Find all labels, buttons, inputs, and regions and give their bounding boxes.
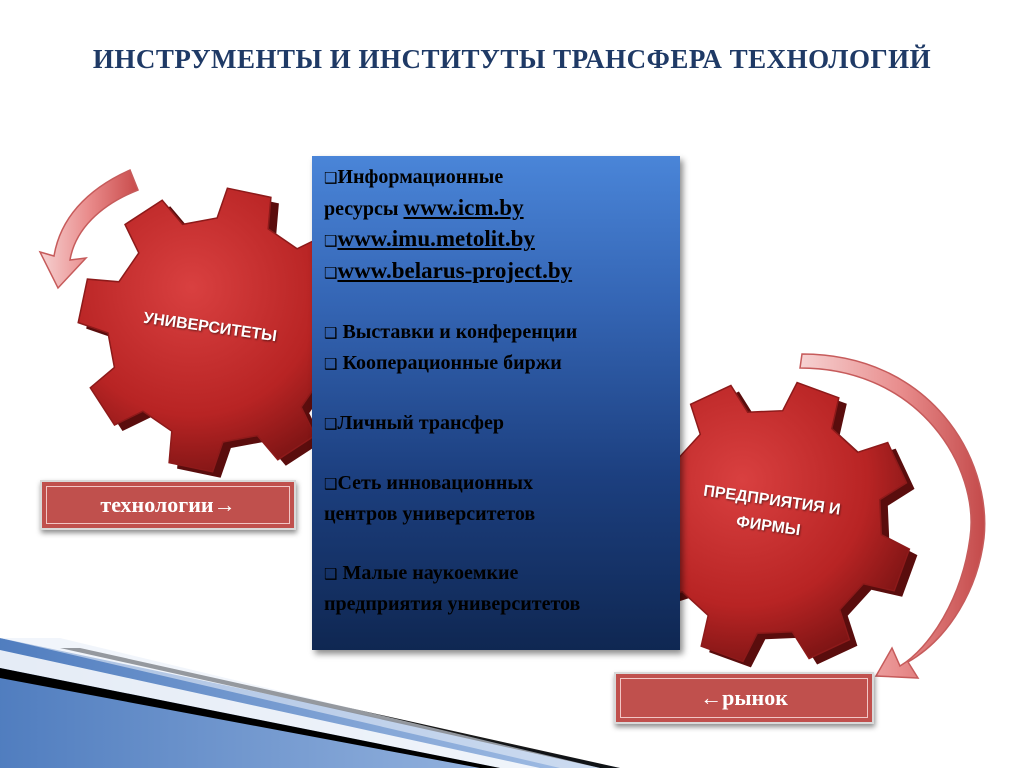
link-icm[interactable]: www.icm.by — [403, 195, 524, 220]
checkbox-bullet-icon: ❑ — [324, 355, 338, 373]
checkbox-bullet-icon: ❑ — [324, 565, 338, 583]
checkbox-bullet-icon: ❑ — [324, 324, 338, 342]
market-label-text: ←рынок — [700, 685, 788, 710]
list-item-exchanges — [324, 348, 672, 379]
gear-enterprises-label-line2: ФИРМЫ — [735, 513, 802, 540]
list-item-imu — [324, 224, 672, 256]
innovation-centers-text-b: центров университетов — [324, 503, 536, 525]
info-resources-text-b: ресурсы — [324, 198, 404, 220]
exhibitions-text: Выставки и конференции — [337, 321, 578, 343]
innovation-centers-text-a: Сеть инновационных — [337, 472, 533, 494]
technologies-label-text: технологии→ — [100, 492, 236, 517]
checkbox-bullet-icon: ❑ — [324, 415, 338, 433]
decorative-stripes — [0, 638, 620, 768]
gear-enterprises-label-line1: ПРЕДПРИЯТИЯ И — [702, 482, 842, 519]
small-enterprises-text-b: предприятия университетов — [324, 593, 581, 615]
checkbox-bullet-icon: ❑ — [324, 232, 338, 250]
list-item-personal-transfer — [324, 408, 672, 439]
list-item-small-enterprises — [324, 558, 672, 619]
slide-title: ИНСТРУМЕНТЫ И ИНСТИТУТЫ ТРАНСФЕРА ТЕХНОЛОГИЙ — [92, 44, 932, 74]
market-label — [614, 672, 874, 724]
list-item-exhibitions — [324, 317, 672, 348]
info-resources-text-a: Информационные — [337, 166, 504, 188]
gear-universities-label: УНИВЕРСИТЕТЫ — [142, 309, 278, 346]
personal-transfer-text: Личный трансфер — [337, 412, 504, 434]
checkbox-bullet-icon: ❑ — [324, 169, 338, 187]
list-item-innovation-centers — [324, 468, 672, 529]
instruments-panel — [312, 156, 680, 650]
technologies-label — [40, 480, 296, 530]
link-imu-metolit[interactable]: www.imu.metolit.by — [337, 226, 535, 251]
link-belarus-project[interactable]: www.belarus-project.by — [337, 258, 573, 283]
exchanges-text: Кооперационные биржи — [337, 352, 562, 374]
checkbox-bullet-icon: ❑ — [324, 475, 338, 493]
small-enterprises-text-a: Малые наукоемкие — [337, 562, 519, 584]
checkbox-bullet-icon: ❑ — [324, 264, 338, 282]
list-item-info-resources — [324, 162, 672, 224]
list-item-belarus-project — [324, 256, 672, 288]
